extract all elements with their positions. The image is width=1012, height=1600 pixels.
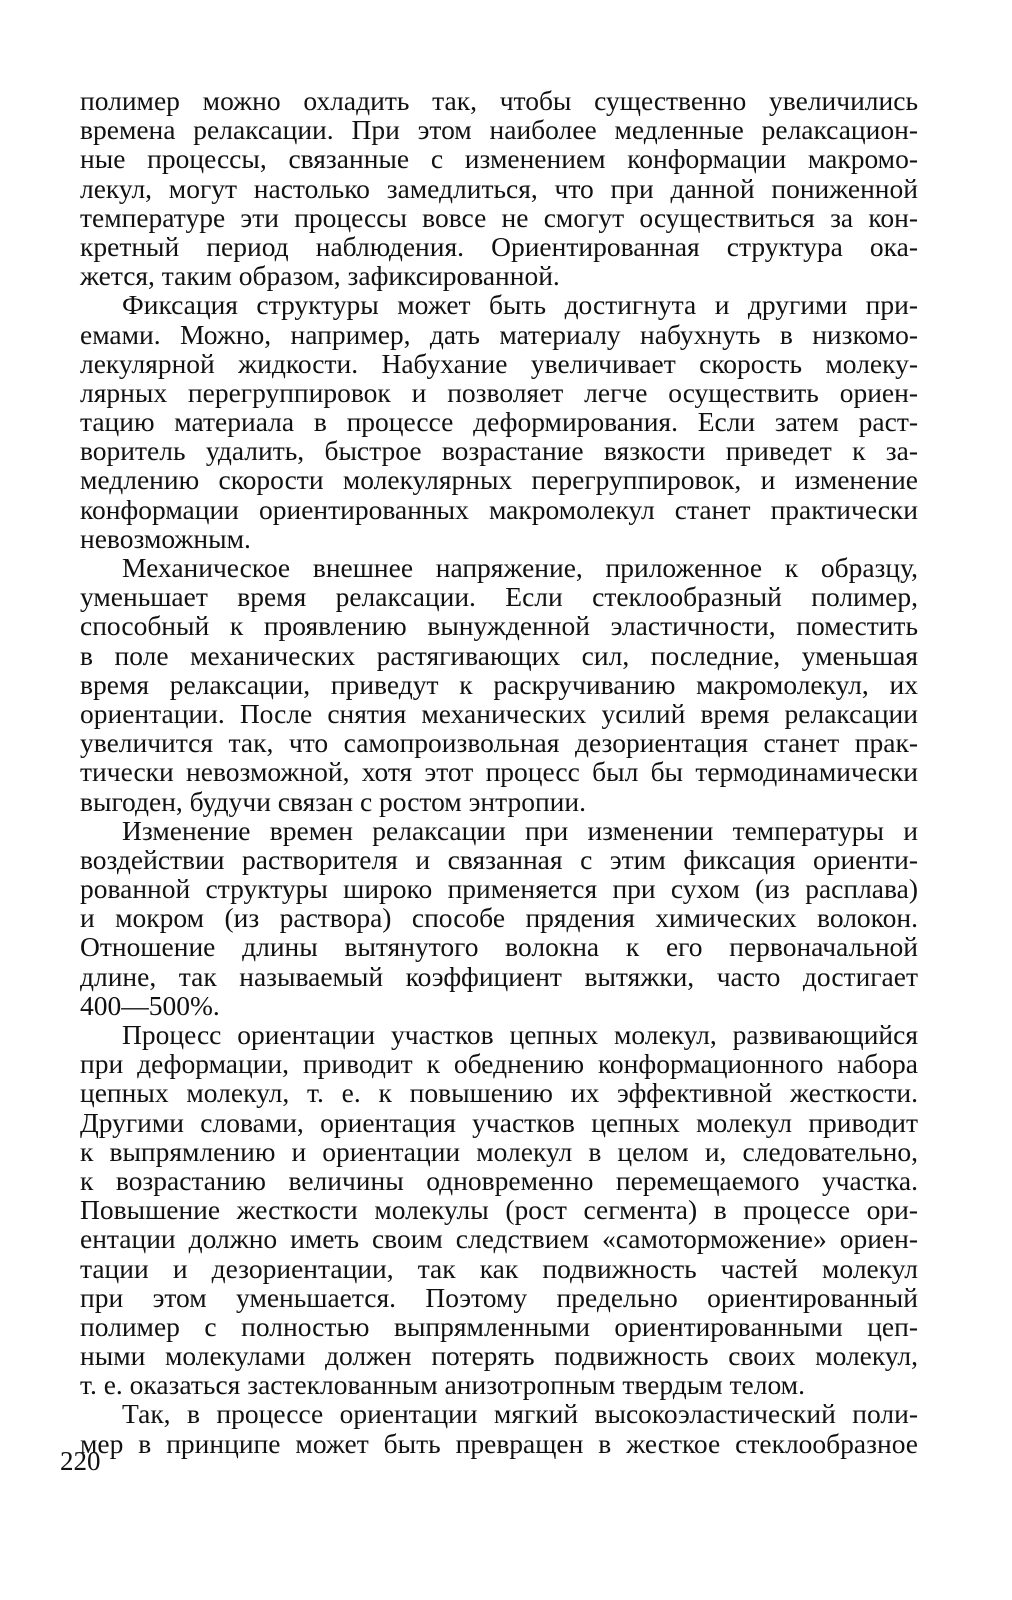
text-line: лекул, могут настолько замедлиться, что при данной пониженной [80, 172, 918, 204]
text-line: Другими словами, ориентация участков цепных молекул приводит [80, 1106, 918, 1138]
text-line: тацию материала в процессе деформирования. Если затем раст- [80, 406, 918, 438]
text-line: Так, в процессе ориентации мягкий высокоэластический поли- [122, 1398, 918, 1430]
text-line: к возрастанию величины одновременно перемещаемого участка. [80, 1164, 918, 1196]
text-line: времена релаксации. При этом наиболее медленные релаксацион- [80, 114, 918, 146]
text-line: Отношение длины вытянутого волокна к его первоначальной [80, 931, 918, 963]
text-line: воритель удалить, быстрое возрастание вязкости приведет к за- [80, 435, 918, 467]
text-line: полимер можно охладить так, чтобы существенно увеличились [80, 85, 918, 116]
text-line: воздействии растворителя и связанная с этим фиксация ориенти- [80, 843, 918, 875]
text-line: Механическое внешнее напряжение, приложенное к образцу, [122, 552, 918, 583]
text-line: емами. Можно, например, дать материалу набухнуть в низкомо- [80, 318, 918, 350]
text-line: Процесс ориентации участков цепных молекул, развивающийся [122, 1019, 918, 1050]
text-line: медлению скорости молекулярных перегруппировок, и изменение [80, 464, 918, 496]
text-line: лярных перегруппировок и позволяет легче осуществить ориен- [80, 376, 918, 408]
text-line: кретный период наблюдения. Ориентированная структура ока- [80, 230, 918, 262]
text-line: Изменение времен релаксации при изменении температуры и [122, 814, 918, 846]
text-line: время релаксации, приведут к раскручиванию макромолекул, их [80, 668, 918, 700]
text-line: и мокром (из раствора) способе прядения химических волокон. [80, 902, 918, 934]
text-line: полимер с полностью выпрямленными ориентированными цеп- [80, 1310, 918, 1342]
text-line: ными молекулами должен потерять подвижность своих молекул, [80, 1340, 918, 1372]
text-line: конформации ориентированных макромолекул станет практически [80, 493, 918, 525]
text-line: мер в принципе может быть превращен в жесткое стеклообразное [80, 1427, 918, 1459]
text-line: жется, таким образом, зафиксированной. [80, 260, 560, 292]
text-line: при деформации, приводит к обеднению конформационного набора [80, 1048, 918, 1080]
text-line: ные процессы, связанные с изменением конформации макромо- [80, 143, 918, 175]
text-line: температуре эти процессы вовсе не смогут осуществиться за кон- [80, 201, 918, 233]
text-line: т. е. оказаться застеклованным анизотропным твердым телом. [80, 1369, 805, 1401]
text-line: ориентации. После снятия механических усилий время релаксации [80, 697, 918, 729]
text-line: тически невозможной, хотя этот процесс был бы термодинамически [80, 756, 918, 788]
text-line: 400—500%. [80, 989, 220, 1021]
text-line: лекулярной жидкости. Набухание увеличивает скорость молеку- [80, 347, 918, 379]
text-line: тации и дезориентации, так как подвижность частей молекул [80, 1252, 918, 1284]
text-line: увеличится так, что самопроизвольная дезориентация станет прак- [80, 727, 918, 759]
text-line: ентации должно иметь своим следствием «самоторможение» ориен- [80, 1223, 918, 1255]
text-line: в поле механических растягивающих сил, последние, уменьшая [80, 639, 918, 671]
body-text [80, 86, 918, 1458]
text-line: уменьшает время релаксации. Если стеклообразный полимер, [80, 581, 918, 613]
text-line: выгоден, будучи связан с ростом энтропии. [80, 785, 586, 817]
text-line: цепных молекул, т. е. к повышению их эффективной жесткости. [80, 1077, 918, 1109]
page-number: 220 [60, 1446, 101, 1476]
text-line: рованной структуры широко применяется при сухом (из расплава) [80, 873, 918, 905]
text-line: при этом уменьшается. Поэтому предельно ориентированный [80, 1281, 918, 1313]
text-line: невозможным. [80, 522, 251, 554]
text-line: Фиксация структуры может быть достигнута и другими при- [122, 289, 918, 321]
text-line: Повышение жесткости молекулы (рост сегмента) в процессе ори- [80, 1194, 918, 1226]
text-line: длине, так называемый коэффициент вытяжки, часто достигает [80, 960, 918, 992]
text-line: способный к проявлению вынужденной эластичности, поместить [80, 610, 918, 642]
text-line: к выпрямлению и ориентации молекул в целом и, следовательно, [80, 1135, 918, 1167]
